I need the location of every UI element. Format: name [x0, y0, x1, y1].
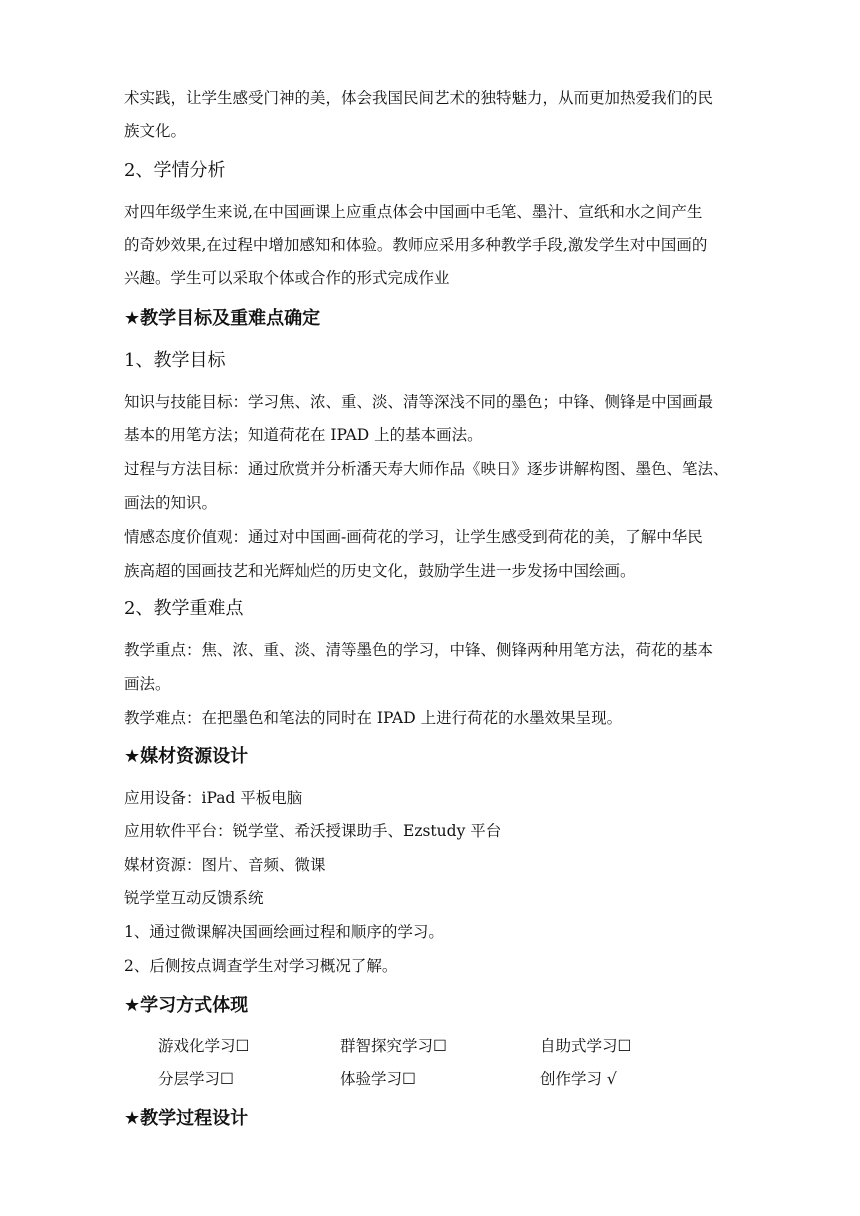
mode-self-help: 自助式学习☐	[540, 1037, 632, 1055]
goal-line-5: 情感态度价值观：通过对中国画-画荷花的学习，让学生感受到荷花的美，了解中华民	[124, 528, 703, 546]
goal-line-2: 基本的用笔方法；知道荷花在 IPAD 上的基本画法。	[124, 426, 483, 444]
key-difficult-title: 2、教学重难点	[124, 598, 244, 619]
mode-group-inquiry: 群智探究学习☐	[340, 1037, 447, 1055]
objectives-heading: ★教学目标及重难点确定	[124, 308, 321, 329]
media-line-5: 1、通过微课解决国画绘画过程和顺序的学习。	[124, 923, 444, 941]
media-heading: ★媒材资源设计	[124, 746, 249, 767]
media-line-6: 2、后侧按点调查学生对学习概况了解。	[124, 957, 398, 975]
teaching-goal-title: 1、教学目标	[124, 350, 226, 371]
goal-line-1: 知识与技能目标：学习焦、浓、重、淡、清等深浅不同的墨色；中锋、侧锋是中国画最	[124, 393, 714, 411]
mode-layered: 分层学习☐	[158, 1070, 234, 1088]
key-line-2: 画法。	[124, 675, 171, 693]
process-heading: ★教学过程设计	[124, 1108, 249, 1129]
intro-line-2: 族文化。	[124, 122, 187, 140]
mode-experience: 体验学习☐	[340, 1070, 416, 1088]
media-line-1: 应用设备：iPad 平板电脑	[124, 789, 303, 807]
goal-line-6: 族高超的国画技艺和光辉灿烂的历史文化，鼓励学生进一步发扬中国绘画。	[124, 562, 636, 580]
media-line-3: 媒材资源：图片、音频、微课	[124, 856, 326, 874]
learning-modes-heading: ★学习方式体现	[124, 995, 249, 1016]
key-line-3: 教学难点：在把墨色和笔法的同时在 IPAD 上进行荷花的水墨效果呈现。	[124, 709, 623, 727]
learner-analysis-line-1: 对四年级学生来说,在中国画课上应重点体会中国画中毛笔、墨汁、宣纸和水之间产生	[124, 203, 703, 221]
key-line-1: 教学重点：焦、浓、重、淡、清等墨色的学习，中锋、侧锋两种用笔方法，荷花的基本	[124, 641, 714, 659]
intro-line-1: 术实践，让学生感受门神的美，体会我国民间艺术的独特魅力，从而更加热爱我们的民	[124, 89, 714, 107]
goal-line-3: 过程与方法目标：通过欣赏并分析潘天寿大师作品《映日》逐步讲解构图、墨色、笔法、	[124, 460, 729, 478]
learner-analysis-line-2: 的奇妙效果,在过程中增加感知和体验。教师应采用多种教学手段,激发学生对中国画的	[124, 236, 708, 254]
media-line-4: 锐学堂互动反馈系统	[124, 889, 264, 907]
media-line-2: 应用软件平台：锐学堂、希沃授课助手、Ezstudy 平台	[124, 822, 502, 840]
learner-analysis-line-3: 兴趣。学生可以采取个体或合作的形式完成作业	[124, 269, 450, 287]
mode-gamified: 游戏化学习☐	[158, 1037, 250, 1055]
goal-line-4: 画法的知识。	[124, 494, 218, 512]
learner-analysis-title: 2、学情分析	[124, 160, 226, 181]
mode-creation: 创作学习 √	[540, 1070, 617, 1088]
